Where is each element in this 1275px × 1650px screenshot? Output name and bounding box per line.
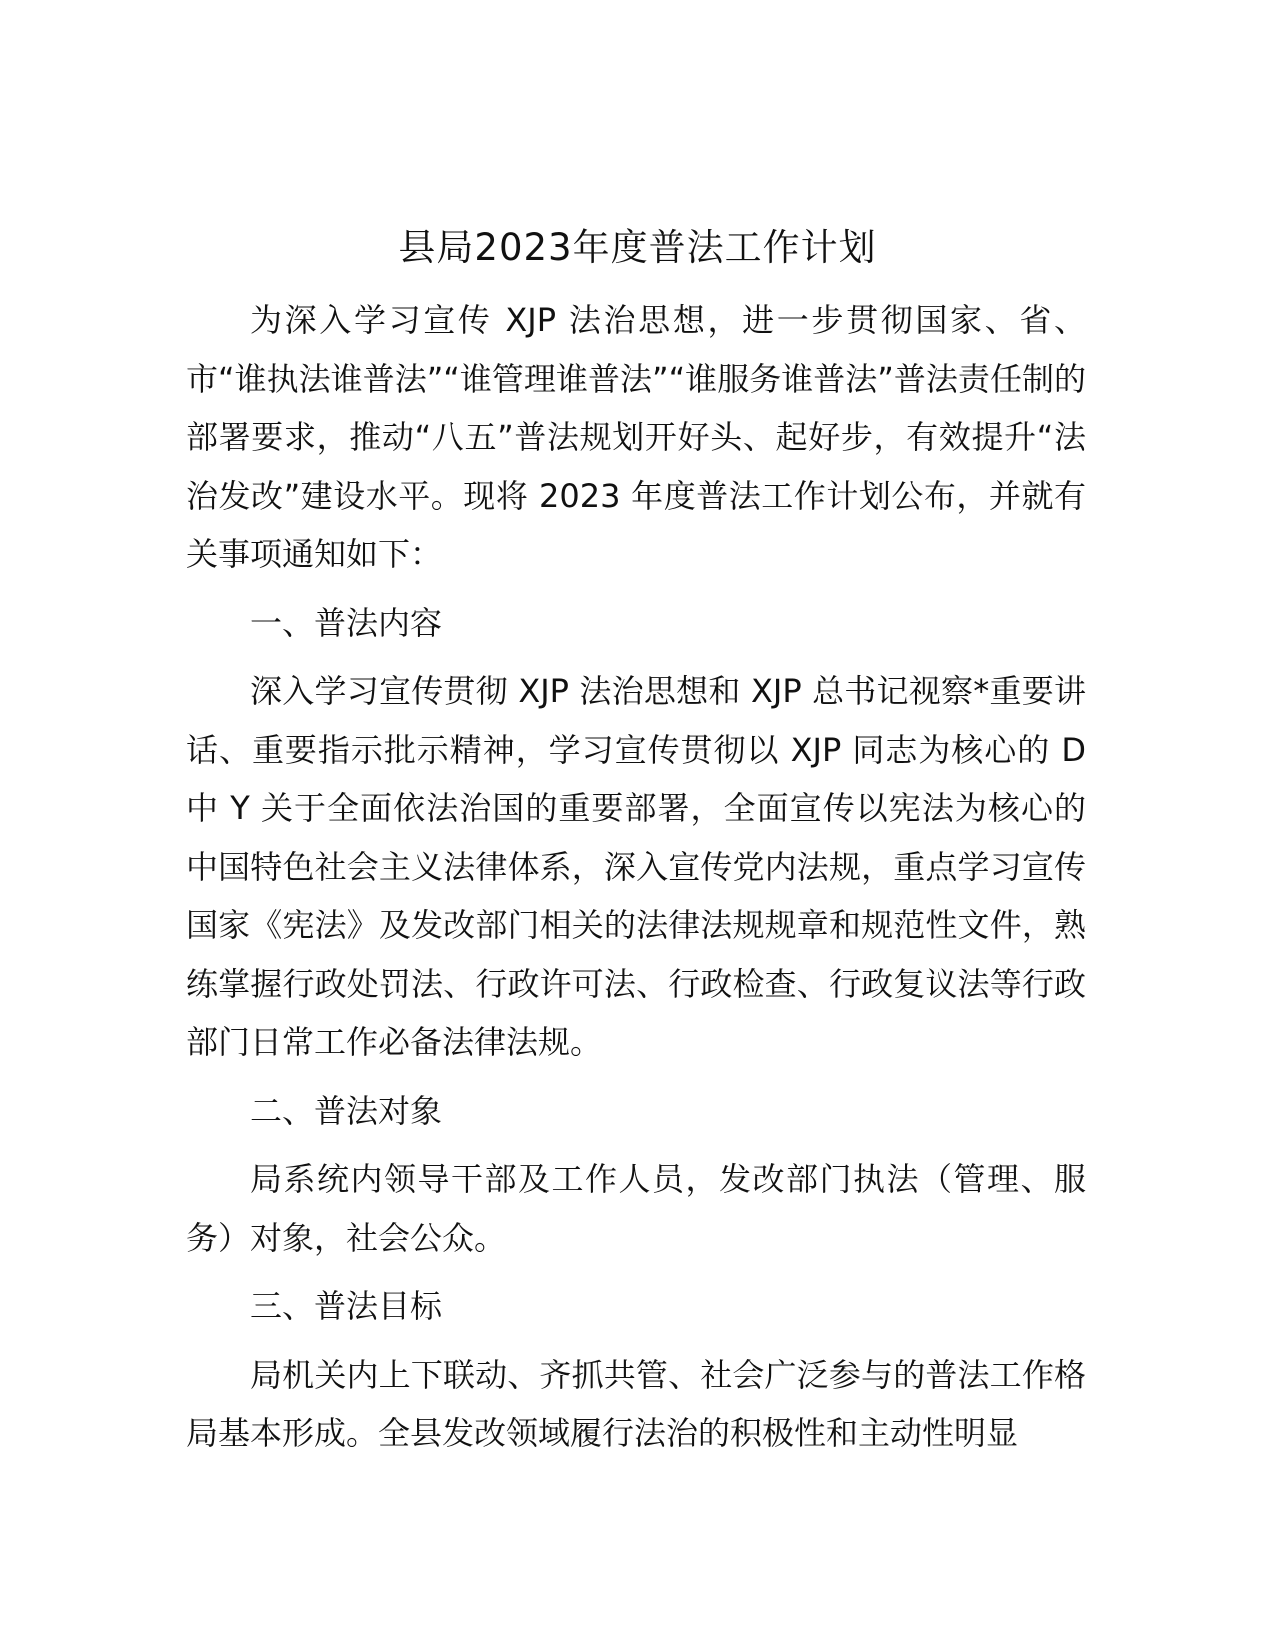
intro-paragraph: 为深入学习宣传 XJP 法治思想，进一步贯彻国家、省、市“谁执法谁普法”“谁管理谁普法”“谁服务谁普法”普法责任制的部署要求，推动“八五”普法规划开好头、起好步，有效提升“法治发改”建设水平。现将 2023 年度普法工作计划公布，并就有关事项通知如下： [186, 301, 1086, 573]
section-heading-audience: 二、普法对象 [250, 1091, 443, 1130]
section-heading-content: 一、普法内容 [250, 603, 443, 642]
document-title: 县局2023年度普法工作计划 [398, 226, 877, 269]
document-body [186, 291, 1086, 1463]
section-heading-goals: 三、普法目标 [250, 1287, 443, 1325]
section-text-audience: 局系统内领导干部及工作人员，发改部门执法（管理、服务）对象，社会公众。 [186, 1160, 1086, 1257]
section-text-content: 深入学习宣传贯彻 XJP 法治思想和 XJP 总书记视察*重要讲话、重要指示批示精神，学习宣传贯彻以 XJP 同志为核心的 D 中 Y 关于全面依法治国的重要部署，全面宣传以宪法为核心的中国特色社会主义法律体系，深入宣传党内法规，重点学习宣传国家《宪法》及发改部门相关的法律法规规章和规范性文件，熟练掌握行政处罚法、行政许可法、行政检查、行政复议法等行政部门日常工作必备法律法规。 [186, 672, 1086, 1061]
section-text-goals: 局机关内上下联动、齐抓共管、社会广泛参与的普法工作格局基本形成。全县发改领域履行法治的积极性和主动性明显 [186, 1355, 1086, 1452]
